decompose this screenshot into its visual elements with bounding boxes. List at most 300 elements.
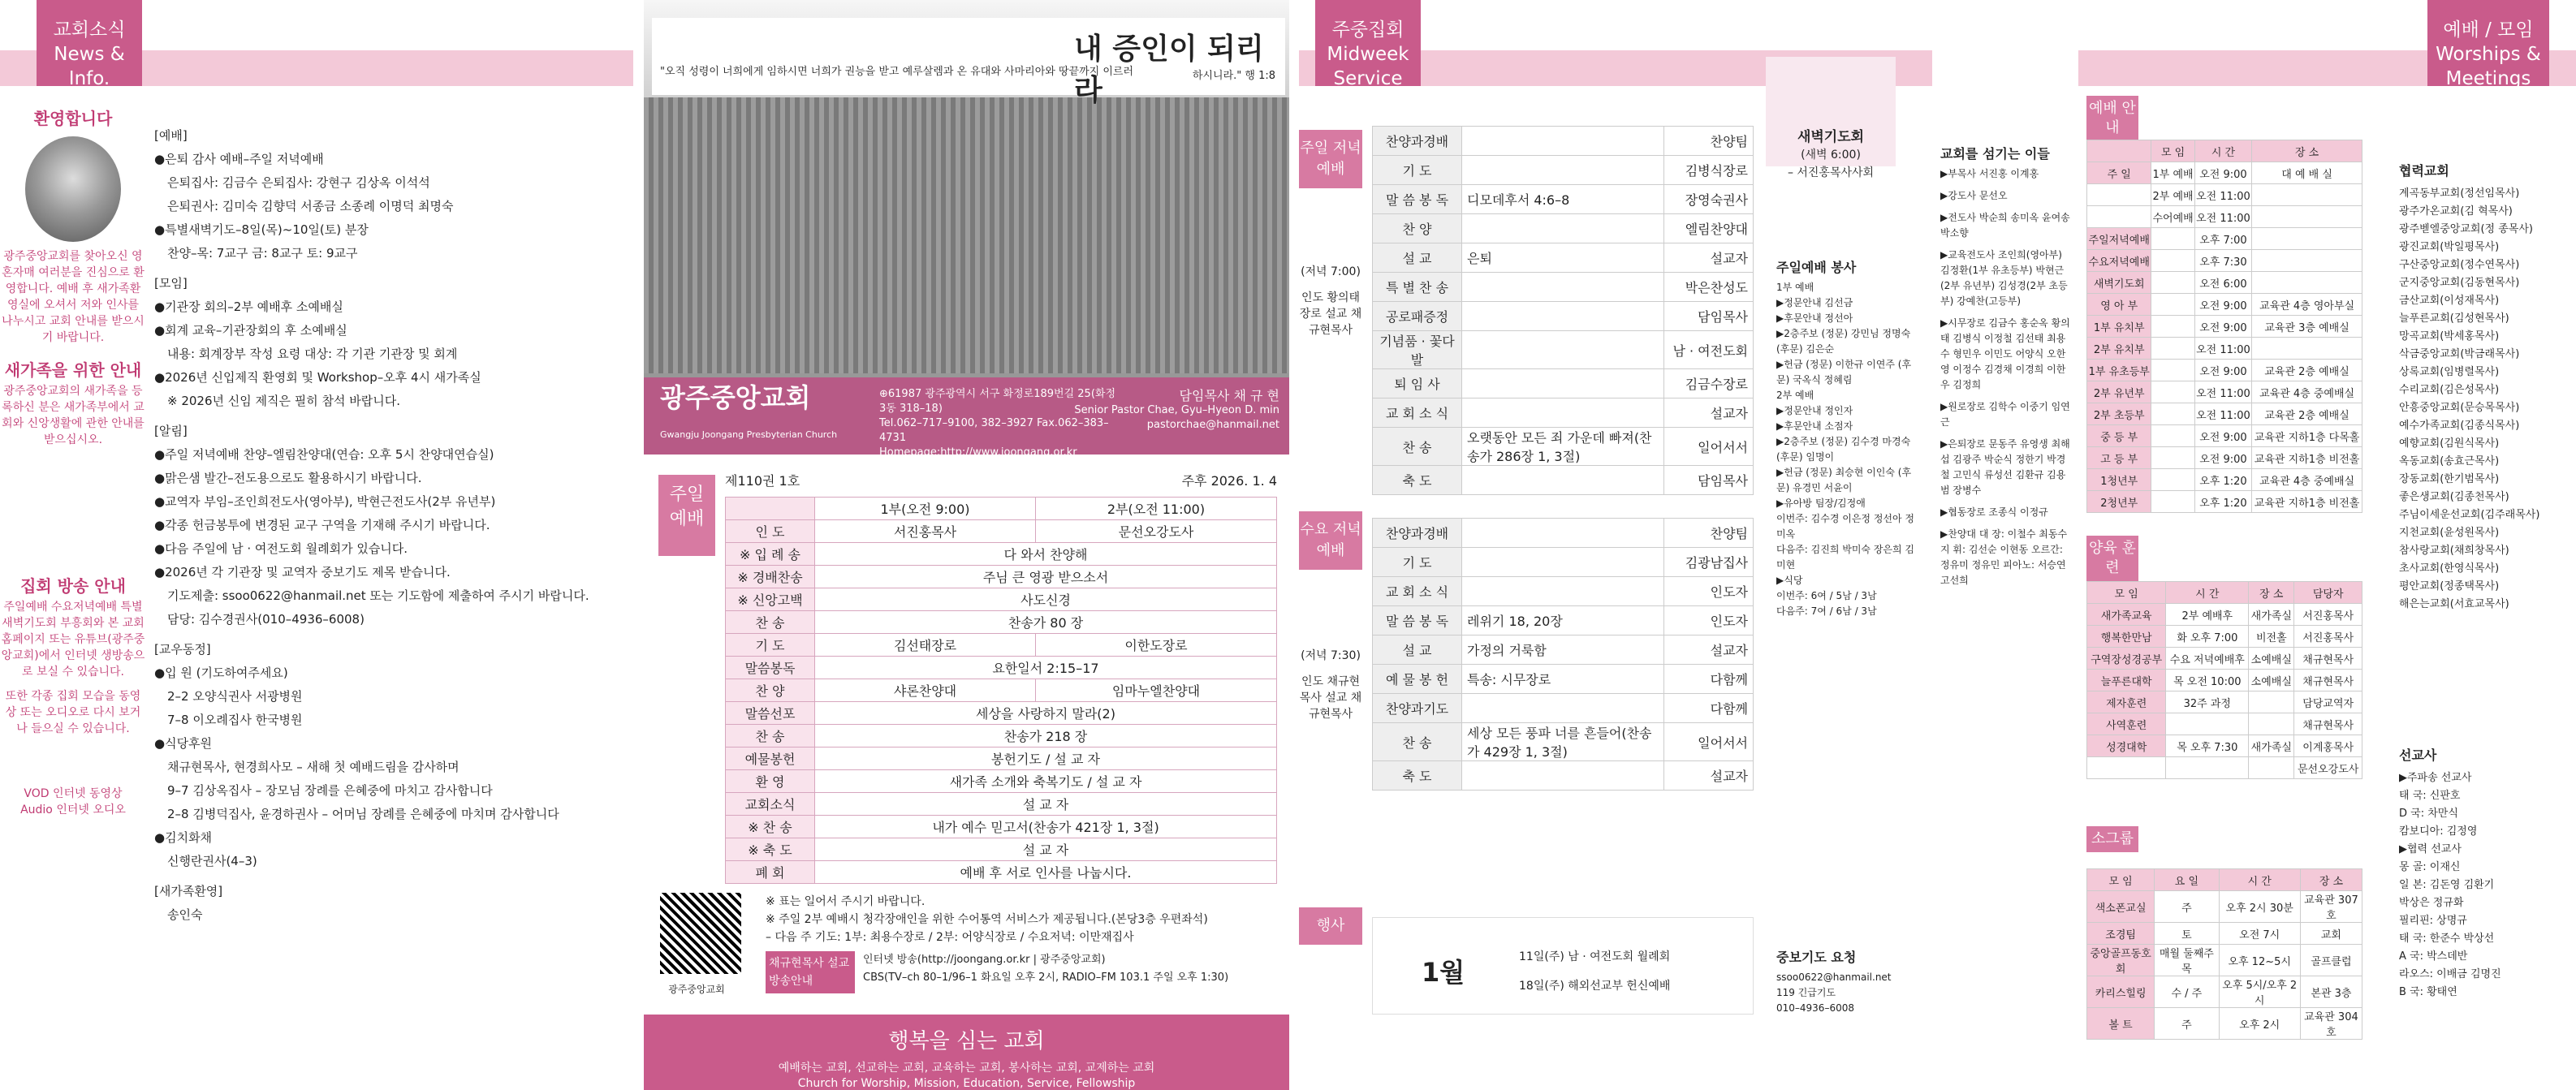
row-cell: 목 오후 7:30 bbox=[2166, 735, 2249, 757]
row-cell: 설 교 자 bbox=[815, 838, 1277, 861]
row-cell: 제자훈련 bbox=[2087, 691, 2166, 713]
row-label: 공로패증정 bbox=[1373, 302, 1462, 331]
notes bbox=[652, 893, 1285, 993]
news-line: ●기관장 회의–2부 예배후 소예배실 bbox=[154, 299, 343, 314]
prayer-heading: 중보기도 요청 bbox=[1776, 950, 1857, 965]
homepage: Homepage:http://www.joongang.or.kr bbox=[879, 446, 1077, 459]
row-label: 설 교 bbox=[1373, 243, 1462, 273]
row-label: 예물봉헌 bbox=[726, 747, 815, 770]
footer-motto: 행복을 심는 교회 bbox=[888, 1029, 1045, 1053]
row-cell: 장영숙권사 bbox=[1664, 185, 1754, 214]
row-cell: 고 등 부 bbox=[2087, 447, 2151, 469]
row-cell: 세상을 사랑하지 말라(2) bbox=[815, 702, 1277, 725]
table-row bbox=[2087, 206, 2362, 228]
row-cell bbox=[2151, 447, 2194, 469]
row-cell: 설교자 bbox=[1664, 243, 1754, 273]
missionary: 필리핀: 상명규 bbox=[2399, 915, 2467, 927]
service-item: ▶정문안내 정인자 bbox=[1776, 405, 1853, 416]
worship-panel bbox=[2078, 0, 2576, 1090]
table-row bbox=[2087, 648, 2362, 670]
row-cell: 교육관 지하1층 다목홀 bbox=[2252, 425, 2362, 447]
service-item: ▶헌금 (정문) 최승현 이인숙 (후문) 유경민 서윤이 bbox=[1776, 467, 1912, 493]
broadcast-internet: 인터넷 방송(http://joongang.or.kr | 광주중앙교회) bbox=[863, 954, 1106, 966]
tel: Tel.062–717–9100, 382–3927 Fax.062–383–4731 bbox=[879, 417, 1109, 444]
row-cell: 주 일 bbox=[2087, 162, 2151, 184]
congregation-photo bbox=[644, 97, 1289, 373]
news-line: 2–8 김병덕집사, 윤경하권사 – 어머님 장례를 은혜중에 마치며 감사합니다 bbox=[167, 807, 559, 821]
partner-church: 광주가온교회(김 혁목사) bbox=[2399, 205, 2513, 218]
table-header bbox=[2087, 582, 2362, 604]
partner-church: 안흥중앙교회(문승목목사) bbox=[2399, 402, 2520, 414]
row-cell: 일어서서 bbox=[1664, 428, 1754, 466]
issue-date: 주후 2026. 1. 4 bbox=[1181, 473, 1277, 489]
staff-list bbox=[1940, 138, 2070, 595]
worship-schedule-table bbox=[2086, 140, 2362, 513]
staff-item: ▶시무장로 김금수 홍순옥 황의태 김병식 이정철 김선태 최용수 형민우 이민도 어양식 오한영 이정수 김경채 이경희 이한우 김정희 bbox=[1940, 317, 2070, 390]
row-cell bbox=[2252, 338, 2362, 360]
row-cell: 김선태장로 bbox=[815, 634, 1036, 657]
row-cell: 새벽기도회 bbox=[2087, 272, 2151, 294]
broadcast-info bbox=[766, 951, 1285, 993]
row-cell: 일어서서 bbox=[1664, 723, 1754, 761]
cover-footer bbox=[644, 1015, 1289, 1090]
news-line: ※ 2026년 신임 제직은 필히 참석 바랍니다. bbox=[167, 394, 400, 408]
table-row bbox=[2087, 691, 2362, 713]
row-cell: 서진홍목사 bbox=[2294, 626, 2362, 648]
row-cell: 오전 11:00 bbox=[2194, 338, 2251, 360]
wednesday-time: (저녁 7:30) 인도 채규현목사 설교 채규현목사 bbox=[1299, 649, 1362, 721]
news-line: ●식당후원 bbox=[154, 736, 213, 751]
row-cell: 이한도장로 bbox=[1036, 634, 1277, 657]
row-cell: 교육관 지하1층 비전홀 bbox=[2252, 447, 2362, 469]
table-row bbox=[2087, 228, 2362, 250]
news-line: 7–8 이오례집사 한국병원 bbox=[167, 713, 303, 727]
table-row bbox=[2087, 945, 2362, 976]
row-cell: 교육관 4층 중예배실 bbox=[2252, 381, 2362, 403]
news-tag: 교회소식 News & Info. bbox=[37, 0, 142, 86]
header-cell: 담당자 bbox=[2294, 582, 2362, 604]
table-row bbox=[726, 838, 1277, 861]
row-label: 특 별 찬 송 bbox=[1373, 273, 1462, 302]
row-cell: 영 아 부 bbox=[2087, 294, 2151, 316]
row-label: ※ 신앙고백 bbox=[726, 588, 815, 611]
news-line: 기도제출: ssoo0622@hanmail.net 또는 기도함에 제출하여 주시기 바랍니다. bbox=[167, 588, 589, 603]
audio-legend: Audio 인터넷 오디오 bbox=[20, 803, 126, 816]
row-cell: 골프클럽 bbox=[2300, 945, 2362, 976]
news-line: [교우동정] bbox=[154, 642, 211, 657]
row-cell bbox=[1462, 369, 1664, 399]
row-cell: 오전 6:00 bbox=[2194, 272, 2251, 294]
row-cell: 담임목사 bbox=[1664, 466, 1754, 495]
row-cell: 1청년부 bbox=[2087, 469, 2151, 491]
row-cell: 문선오강도사 bbox=[2294, 757, 2362, 779]
partner-church: 망곡교회(박세홍목사) bbox=[2399, 330, 2500, 343]
row-cell: 수 / 주 bbox=[2155, 976, 2219, 1008]
row-cell: 오후 7:30 bbox=[2194, 250, 2251, 272]
header-cell bbox=[726, 498, 815, 520]
row-label: 찬양과경배 bbox=[1373, 519, 1462, 548]
row-cell: 1부 유초등부 bbox=[2087, 360, 2151, 381]
service-volunteers bbox=[1776, 252, 1914, 619]
row-label: 말씀봉독 bbox=[726, 657, 815, 679]
news-sidebar bbox=[0, 106, 146, 818]
row-cell: 이계홍목사 bbox=[2294, 735, 2362, 757]
table-row bbox=[1373, 243, 1754, 273]
row-label: 기념품 · 꽃다발 bbox=[1373, 331, 1462, 369]
service-item: ▶정문안내 김선금 bbox=[1776, 297, 1853, 308]
service-item: ▶후문안내 정선아 bbox=[1776, 312, 1853, 324]
table-row bbox=[2087, 250, 2362, 272]
table-row bbox=[2087, 162, 2362, 184]
welcome-text: 광주중앙교회를 찾아오신 영혼자매 여러분을 진심으로 환영합니다. 예배 후 새가족환영실에 오셔서 저와 인사를 나누시고 교회 안내를 받으시기 바랍니다. bbox=[2, 250, 145, 344]
row-label: 예 물 봉 헌 bbox=[1373, 665, 1462, 694]
news-line: [알림] bbox=[154, 424, 188, 438]
row-cell: 남 · 여전도회 bbox=[1664, 331, 1754, 369]
table-row bbox=[1373, 548, 1754, 577]
staff-item: ▶찬양대 대 장: 이철수 최동수 지 휘: 김선순 이현동 오르간: 정유미 정유민 피아노: 서승연 고선희 bbox=[1940, 528, 2068, 586]
row-cell bbox=[2249, 691, 2294, 713]
row-label: 찬양과경배 bbox=[1373, 127, 1462, 156]
news-line: ●회계 교육–기관장회의 후 소예배실 bbox=[154, 323, 347, 338]
row-cell: 중앙골프동호회 bbox=[2087, 945, 2155, 976]
row-cell: 서진홍목사 bbox=[815, 520, 1036, 543]
partner-church: 구산중앙교회(정수연목사) bbox=[2399, 259, 2520, 271]
row-label: 교 회 소 식 bbox=[1373, 399, 1462, 428]
news-line: 송인숙 bbox=[167, 907, 203, 922]
missionary: B 국: 황태연 bbox=[2399, 986, 2457, 998]
row-cell: 디모데후서 4:6–8 bbox=[1462, 185, 1664, 214]
row-cell: 사역훈련 bbox=[2087, 713, 2166, 735]
training-tag: 양육 훈련 bbox=[2086, 536, 2138, 581]
service-item: ▶후문안내 소점자 bbox=[1776, 420, 1853, 432]
partner-church: 계곡동부교회(정선임목사) bbox=[2399, 187, 2520, 200]
note-line: – 다음 주 기도: 1부: 최용수장로 / 2부: 어양식장로 / 수요저녁: 이만재집사 bbox=[766, 931, 1134, 944]
row-cell: 설교자 bbox=[1664, 635, 1754, 665]
row-cell: 오전 7시 bbox=[2219, 923, 2300, 945]
row-cell: 가정의 거룩함 bbox=[1462, 635, 1664, 665]
partner-church: 삭금중앙교회(박금래목사) bbox=[2399, 348, 2520, 360]
row-cell: 1부 유치부 bbox=[2087, 316, 2151, 338]
row-cell bbox=[2151, 294, 2194, 316]
table-row bbox=[1373, 185, 1754, 214]
row-cell: 엘림찬양대 bbox=[1664, 214, 1754, 243]
partner-church: 주님이세운선교회(김주래목사) bbox=[2399, 509, 2540, 521]
news-line: ●주일 저녁예배 찬양–엘림찬양대(연습: 오후 5시 찬양대연습실) bbox=[154, 447, 494, 462]
partner-church: 군지중앙교회(김동현목사) bbox=[2399, 277, 2520, 289]
row-cell: 오전 11:00 bbox=[2194, 381, 2251, 403]
table-row bbox=[1373, 273, 1754, 302]
table-row bbox=[1373, 331, 1754, 369]
qr-code bbox=[660, 893, 741, 974]
event-item: 11일(주) 남 · 여전도회 월례회 bbox=[1519, 950, 1671, 963]
row-cell: 교육관 지하1층 비전홀 bbox=[2252, 491, 2362, 513]
table-row bbox=[1373, 399, 1754, 428]
family-text: 광주중앙교회의 새가족을 등록하신 분은 새가족부에서 교회와 신앙생활에 관한 안내를 받으십시오. bbox=[2, 385, 145, 446]
issue-number: 제110권 1호 bbox=[725, 473, 800, 489]
row-cell bbox=[2151, 491, 2194, 513]
row-label: 찬양과기도 bbox=[1373, 694, 1462, 723]
row-cell: 오전 11:00 bbox=[2194, 184, 2251, 206]
event-month: 1월 bbox=[1422, 957, 1465, 988]
row-cell bbox=[2151, 360, 2194, 381]
service-item: ▶2층주보 (정문) 강민님 정명숙 (후문) 김은순 bbox=[1776, 328, 1911, 355]
row-cell bbox=[2252, 272, 2362, 294]
table-header bbox=[726, 498, 1277, 520]
row-cell: 오후 1:20 bbox=[2194, 469, 2251, 491]
news-panel bbox=[0, 0, 633, 1090]
row-cell: 소예배실 bbox=[2249, 648, 2294, 670]
service-item: ▶유아방 팀장/김정애 bbox=[1776, 498, 1866, 509]
row-label: 찬 양 bbox=[726, 679, 815, 702]
broadcast-cbs: CBS(TV–ch 80–1/96–1 화요일 오후 2시, RADIO–FM 103.1 주일 오후 1:30) bbox=[863, 972, 1229, 984]
row-cell: 김광남집사 bbox=[1664, 548, 1754, 577]
row-label: ※ 찬 송 bbox=[726, 816, 815, 838]
news-line: ●은퇴 감사 예배–주일 저녁예배 bbox=[154, 152, 324, 166]
partner-church: 평안교회(정종택목사) bbox=[2399, 580, 2500, 592]
row-cell: 중 등 부 bbox=[2087, 425, 2151, 447]
broadcast-text2: 또한 각종 집회 모습을 동영상 또는 오디오로 다시 보거나 들으실 수 있습니다. bbox=[5, 690, 141, 735]
missionary: 일 본: 김돈영 김환기 bbox=[2399, 879, 2495, 891]
row-cell bbox=[1462, 302, 1664, 331]
church-banner bbox=[644, 377, 1289, 473]
row-cell bbox=[2252, 206, 2362, 228]
news-line: 내용: 회계장부 작성 요령 대상: 각 기관 기관장 및 회계 bbox=[167, 347, 458, 361]
missionary: 박상은 정규화 bbox=[2399, 897, 2464, 909]
row-label: 찬 송 bbox=[1373, 428, 1462, 466]
row-cell bbox=[1462, 577, 1664, 606]
row-label: ※ 경배찬송 bbox=[726, 566, 815, 588]
notes-list bbox=[766, 893, 1285, 946]
broadcast-label: 채규현목사 설교방송안내 bbox=[766, 951, 855, 993]
table-row bbox=[726, 816, 1277, 838]
row-cell bbox=[2166, 757, 2249, 779]
row-cell: 사도신경 bbox=[815, 588, 1277, 611]
vod-legend: VOD 인터넷 동영상 bbox=[24, 787, 123, 800]
row-label: 말씀선포 bbox=[726, 702, 815, 725]
row-label: 찬 양 bbox=[1373, 214, 1462, 243]
table-row bbox=[1373, 369, 1754, 399]
row-cell: 찬양팀 bbox=[1664, 519, 1754, 548]
row-cell bbox=[2151, 469, 2194, 491]
table-row bbox=[1373, 214, 1754, 243]
news-content bbox=[154, 118, 629, 927]
note-line: ※ 표는 일어서 주시기 바랍니다. bbox=[766, 895, 926, 908]
table-row bbox=[2087, 469, 2362, 491]
row-cell: 특송: 시무장로 bbox=[1462, 665, 1664, 694]
row-label: 환 영 bbox=[726, 770, 815, 793]
row-cell: 담당교역자 bbox=[2294, 691, 2362, 713]
table-row bbox=[726, 634, 1277, 657]
prayer-request bbox=[1776, 941, 1914, 1016]
row-label: 찬 송 bbox=[726, 725, 815, 747]
row-cell: 교육관 307호 bbox=[2300, 891, 2362, 923]
row-cell: 찬송가 218 장 bbox=[815, 725, 1277, 747]
header-cell: 2부(오전 11:00) bbox=[1036, 498, 1277, 520]
row-cell: 내가 예수 믿고서(찬송가 421장 1, 3절) bbox=[815, 816, 1277, 838]
table-row bbox=[2087, 360, 2362, 381]
row-cell bbox=[2252, 184, 2362, 206]
broadcast-text: 주일예배 수요저녁예배 특별새벽기도회 부흥회와 본 교회 홈페이지 또는 유튜브(광주중앙교회)에서 인터넷 생방송으로 보실 수 있습니다. bbox=[1, 601, 145, 679]
row-cell: 1부 예배 bbox=[2151, 162, 2194, 184]
service-item: 다음주: 7여 / 6남 / 3남 bbox=[1776, 605, 1877, 617]
row-cell: 행복한만남 bbox=[2087, 626, 2166, 648]
row-label: 교 회 소 식 bbox=[1373, 577, 1462, 606]
news-line: ●입 원 (기도하여주세요) bbox=[154, 666, 288, 680]
family-heading: 새가족을 위한 안내 bbox=[4, 360, 142, 380]
sunday-evening-time: (저녁 7:00) 인도 황의태장로 설교 채규현목사 bbox=[1299, 265, 1362, 337]
header-cell: 시 간 bbox=[2194, 140, 2251, 162]
row-cell bbox=[2087, 206, 2151, 228]
partner-church: 광주벧엘중앙교회(정 종목사) bbox=[2399, 223, 2533, 235]
partner-church: 늘푸른교회(김성현목사) bbox=[2399, 312, 2509, 325]
row-cell: 오전 9:00 bbox=[2194, 425, 2251, 447]
row-cell bbox=[2151, 381, 2194, 403]
row-cell: 본관 3층 bbox=[2300, 976, 2362, 1008]
row-label: 찬 송 bbox=[1373, 723, 1462, 761]
row-cell: 오후 7:00 bbox=[2194, 228, 2251, 250]
table-row bbox=[2087, 403, 2362, 425]
partner-church: 장동교회(한기범목사) bbox=[2399, 473, 2500, 485]
table-row bbox=[1373, 466, 1754, 495]
row-label: 설 교 bbox=[1373, 635, 1462, 665]
header-cell: 모 임 bbox=[2151, 140, 2194, 162]
row-cell bbox=[2087, 757, 2166, 779]
dawn-title: 새벽기도회 bbox=[1797, 129, 1865, 145]
row-label: 폐 회 bbox=[726, 861, 815, 884]
table-row bbox=[2087, 923, 2362, 945]
partner-church: 좋은생교회(김종천목사) bbox=[2399, 491, 2509, 503]
row-cell: 주님 큰 영광 받으소서 bbox=[815, 566, 1277, 588]
row-label: 축 도 bbox=[1373, 466, 1462, 495]
event-label: 행사 bbox=[1299, 907, 1362, 945]
row-cell: 오후 2시 30분 bbox=[2219, 891, 2300, 923]
row-cell bbox=[1462, 761, 1664, 791]
row-cell bbox=[1462, 273, 1664, 302]
row-cell bbox=[1462, 156, 1664, 185]
row-label: 퇴 임 사 bbox=[1373, 369, 1462, 399]
news-line: [예배] bbox=[154, 128, 188, 143]
partner-church: 예수가족교회(김종식목사) bbox=[2399, 420, 2520, 432]
event-box bbox=[1372, 917, 1754, 1015]
partner-church: 초사교회(한영식목사) bbox=[2399, 562, 2500, 575]
news-line: 2–2 오양식권사 서광병원 bbox=[167, 689, 303, 704]
table-row bbox=[726, 679, 1277, 702]
partner-church: 참사랑교회(채희창목사) bbox=[2399, 545, 2509, 557]
table-row bbox=[1373, 635, 1754, 665]
pastor-en: Senior Pastor Chae, Gyu–Hyeon D. min bbox=[1074, 404, 1279, 416]
row-cell: 오전 9:00 bbox=[2194, 316, 2251, 338]
table-row bbox=[726, 520, 1277, 543]
table-row bbox=[2087, 491, 2362, 513]
row-cell: 오후 12~5시 bbox=[2219, 945, 2300, 976]
partner-church: 광진교회(박일평목사) bbox=[2399, 241, 2500, 253]
row-cell bbox=[1462, 548, 1664, 577]
missionary: ▶협력 선교사 bbox=[2399, 843, 2462, 855]
partner-church: 예향교회(김원식목사) bbox=[2399, 437, 2500, 450]
header-cell: 1부(오전 9:00) bbox=[815, 498, 1036, 520]
missionary: 태 국: 한준수 박상선 bbox=[2399, 933, 2495, 945]
table-row bbox=[726, 566, 1277, 588]
table-row bbox=[1373, 761, 1754, 791]
missionary: D 국: 차만식 bbox=[2399, 808, 2458, 820]
row-cell: 설교자 bbox=[1664, 399, 1754, 428]
row-cell: 수어예배 bbox=[2151, 206, 2194, 228]
row-cell: 채규현목사 bbox=[2294, 713, 2362, 735]
staff-item: ▶은퇴장로 문동주 유영생 최해섭 김광주 박순식 정한기 박경철 고민식 류성선 김환규 김용범 장병수 bbox=[1940, 438, 2070, 496]
table-row bbox=[2087, 670, 2362, 691]
row-cell bbox=[2252, 250, 2362, 272]
row-cell: 채규현목사 bbox=[2294, 670, 2362, 691]
pastor-info bbox=[1074, 389, 1279, 433]
news-line: ●2026년 각 기관장 및 교역자 중보기도 제목 받습니다. bbox=[154, 565, 451, 579]
row-cell: 비전홀 bbox=[2249, 626, 2294, 648]
table-row bbox=[1373, 302, 1754, 331]
row-cell: 토 bbox=[2155, 923, 2219, 945]
row-cell bbox=[2249, 713, 2294, 735]
row-cell bbox=[2166, 713, 2249, 735]
row-cell bbox=[1462, 214, 1664, 243]
row-cell: 문선오강도사 bbox=[1036, 520, 1277, 543]
row-cell: 목 오전 10:00 bbox=[2166, 670, 2249, 691]
row-cell: 2부 예배후 bbox=[2166, 604, 2249, 626]
header-cell: 장 소 bbox=[2252, 140, 2362, 162]
missionary-heading: 선교사 bbox=[2399, 747, 2437, 763]
row-label: 기 도 bbox=[1373, 156, 1462, 185]
row-cell: 오전 9:00 bbox=[2194, 447, 2251, 469]
row-cell: 오후 2시 bbox=[2219, 1008, 2300, 1040]
row-cell: 김병식장로 bbox=[1664, 156, 1754, 185]
header-cell: 장 소 bbox=[2249, 582, 2294, 604]
table-row bbox=[1373, 665, 1754, 694]
table-row bbox=[2087, 316, 2362, 338]
row-cell: 교육관 2층 예배실 bbox=[2252, 403, 2362, 425]
row-cell: 소예배실 bbox=[2249, 670, 2294, 691]
broadcast-heading: 집회 방송 안내 bbox=[20, 576, 126, 596]
row-label: 기 도 bbox=[726, 634, 815, 657]
pastor-name: 담임목사 채 규 현 bbox=[1179, 388, 1279, 403]
church-name-en: Gwangju Joongang Presbyterian Church bbox=[660, 429, 838, 440]
row-cell: 다함께 bbox=[1664, 665, 1754, 694]
verse-end: 하시니라." 행 1:8 bbox=[1192, 70, 1275, 82]
row-cell bbox=[1462, 694, 1664, 723]
partner-church: 상록교회(임병렬목사) bbox=[2399, 366, 2500, 378]
verse-big: 내 증인이 되리라 bbox=[1074, 32, 1264, 107]
header-cell: 모 임 bbox=[2087, 582, 2166, 604]
partner-church: 해은는교회(서효교목사) bbox=[2399, 598, 2509, 610]
row-cell: 화 오후 7:00 bbox=[2166, 626, 2249, 648]
pastor-photo bbox=[25, 136, 121, 242]
footer-values: 예배하는 교회, 선교하는 교회, 교육하는 교회, 봉사하는 교회, 교제하는 교회 bbox=[778, 1062, 1155, 1075]
dawn-time: (새벽 6:00) bbox=[1801, 149, 1861, 162]
row-cell: 수요 저녁예배후 bbox=[2166, 648, 2249, 670]
row-cell: 교육관 304호 bbox=[2300, 1008, 2362, 1040]
row-cell: 세상 모든 풍파 너를 흔들어(찬송가 429장 1, 3절) bbox=[1462, 723, 1664, 761]
partner-church: 지천교회(윤성원목사) bbox=[2399, 527, 2500, 539]
worship-info-tag: 예배 안내 bbox=[2086, 96, 2138, 141]
row-cell: 2청년부 bbox=[2087, 491, 2151, 513]
table-row bbox=[2087, 447, 2362, 469]
staff-item: ▶전도사 박순희 송미옥 윤여송 박소향 bbox=[1940, 212, 2070, 239]
table-row bbox=[1373, 723, 1754, 761]
sunday-order-table bbox=[725, 497, 1277, 884]
table-row bbox=[726, 543, 1277, 566]
sunday-worship-tag: 주일 예배 bbox=[658, 475, 715, 556]
row-label: 말 씀 봉 독 bbox=[1373, 606, 1462, 635]
row-cell: 볼 트 bbox=[2087, 1008, 2155, 1040]
service-item: 이번주: 6여 / 5남 / 3남 bbox=[1776, 590, 1877, 601]
row-cell: 요한일서 2:15–17 bbox=[815, 657, 1277, 679]
news-line: ●다음 주일에 남 · 여전도회 월례회가 있습니다. bbox=[154, 541, 408, 556]
